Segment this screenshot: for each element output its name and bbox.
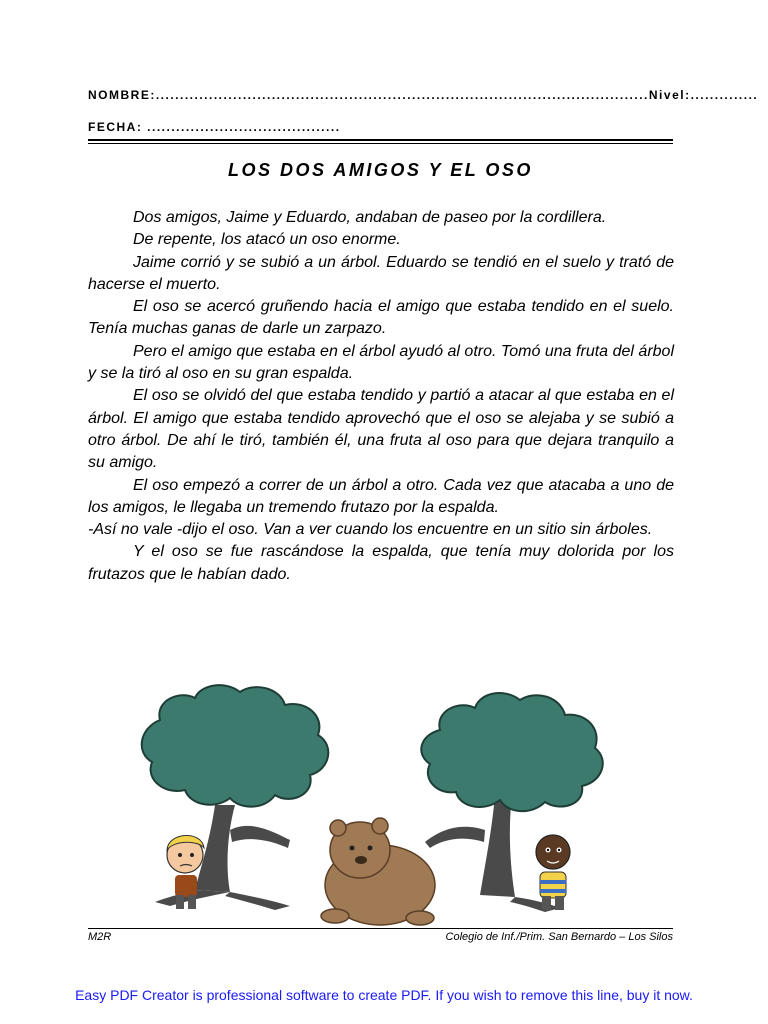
- pdf-creator-banner: Easy PDF Creator is professional software to create PDF. If you wish to remove this line, buy it now.: [75, 987, 693, 1003]
- header-rule-thin: [88, 143, 673, 144]
- header-rule-thick: [88, 139, 673, 141]
- footer-school: Colegio de Inf./Prim. San Bernardo – Los Silos: [445, 931, 673, 943]
- bear-figure: [321, 818, 435, 925]
- story-paragraph: El oso se olvidó del que estaba tendido y partió a atacar al que estaba en el árbol. El amigo que estaba tendido aprovechó que el oso se alejaba y se subió a otro árbol. De ahí le tiró, también él, una fruta al oso para que dejara tranquilo a su amigo.: [88, 387, 674, 472]
- story-paragraph: El oso empezó a correr de un árbol a otro. Cada vez que atacaba a uno de los amigos, le llegaba un tremendo frutazo por la espalda.: [88, 476, 674, 516]
- right-tree: [421, 693, 602, 912]
- footer-rule: [88, 928, 673, 929]
- story-paragraph: De repente, los atacó un oso enorme.: [133, 231, 401, 249]
- nombre-field: NOMBRE:......................................................................................................Nivel:..............: [88, 88, 759, 102]
- footer-code: M2R: [88, 931, 112, 943]
- story-paragraph: Dos amigos, Jaime y Eduardo, andaban de paseo por la cordillera.: [133, 209, 607, 226]
- story-paragraph: Y el oso se fue rascándose la espalda, que tenía muy dolorida por los frutazos que le habían dado.: [88, 543, 674, 583]
- fecha-field: FECHA: ........................................: [88, 120, 341, 134]
- right-boy-figure: [536, 835, 570, 910]
- story-illustration: [140, 680, 630, 925]
- story-title: LOS DOS AMIGOS Y EL OSO: [228, 160, 533, 180]
- left-tree: [142, 685, 329, 910]
- story-paragraph: Jaime corrió y se subió a un árbol. Eduardo se tendió en el suelo y trató de hacerse el muerto.: [88, 253, 674, 293]
- story-paragraph: -Así no vale -dijo el oso. Van a ver cuando los encuentre en un sitio sin árboles.: [88, 521, 653, 539]
- story-body: [88, 207, 674, 586]
- story-paragraph: Pero el amigo que estaba en el árbol ayudó al otro. Tomó una fruta del árbol y se la tiró al oso en su gran espalda.: [88, 342, 674, 383]
- story-paragraph: El oso se acercó gruñendo hacia el amigo que estaba tendido en el suelo. Tenía muchas ganas de darle un zarpazo.: [88, 298, 674, 338]
